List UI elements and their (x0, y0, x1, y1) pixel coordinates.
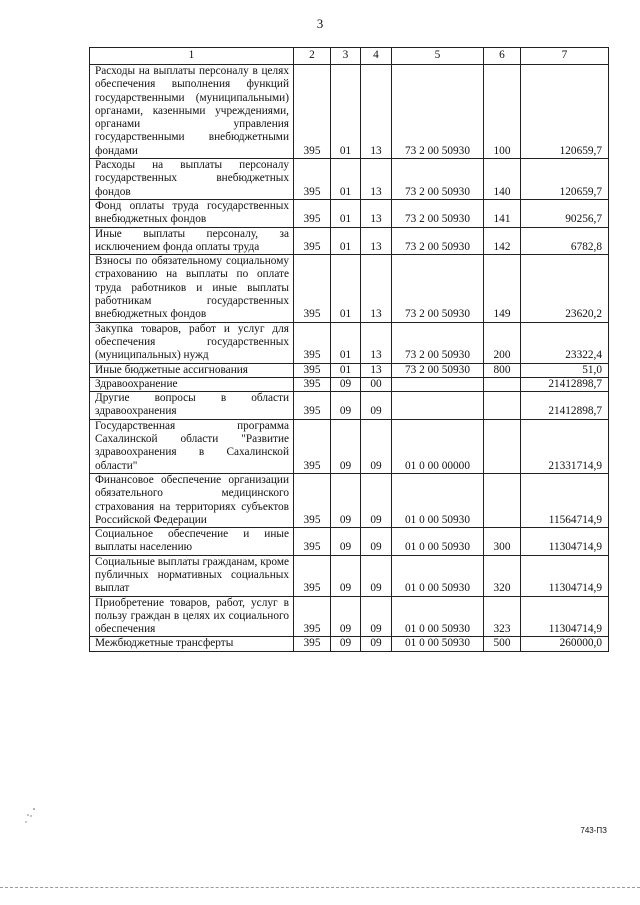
cell-section: 01 (331, 227, 361, 255)
cell-ministry-code: 395 (294, 392, 331, 420)
cell-target-article: 73 2 00 50930 (392, 363, 484, 377)
cell-amount: 23322,4 (521, 322, 609, 363)
page-number: 3 (316, 16, 324, 31)
page-bottom-rule (0, 887, 640, 888)
cell-section: 09 (331, 555, 361, 596)
cell-ministry-code: 395 (294, 473, 331, 527)
cell-ministry-code: 395 (294, 363, 331, 377)
cell-name: Другие вопросы в области здравоохранения (90, 392, 294, 420)
cell-subsection: 09 (361, 637, 392, 651)
cell-amount: 90256,7 (521, 199, 609, 227)
cell-subsection: 09 (361, 596, 392, 637)
cell-name: Государственная программа Сахалинской области "Развитие здравоохранения в Сахалинской области" (90, 419, 294, 473)
cell-amount: 120659,7 (521, 65, 609, 159)
column-header: 4 (361, 48, 392, 65)
cell-section: 09 (331, 392, 361, 420)
cell-name: Расходы на выплаты персоналу в целях обеспечения выполнения функций государственными (муниципальными) органами, казенными учреждениями, органами управления государственными внебюджетными фондами (90, 65, 294, 159)
cell-expense-type (484, 473, 521, 527)
table-row (90, 473, 609, 527)
cell-amount: 120659,7 (521, 159, 609, 200)
table-row (90, 596, 609, 637)
cell-target-article: 73 2 00 50930 (392, 159, 484, 200)
table-row (90, 377, 609, 391)
cell-target-article: 73 2 00 50930 (392, 255, 484, 322)
cell-target-article: 73 2 00 50930 (392, 322, 484, 363)
cell-ministry-code: 395 (294, 255, 331, 322)
cell-section: 09 (331, 528, 361, 556)
cell-expense-type (484, 419, 521, 473)
cell-expense-type: 149 (484, 255, 521, 322)
cell-subsection: 00 (361, 377, 392, 391)
table-row (90, 199, 609, 227)
document-code: 743-ПЗ (580, 826, 607, 835)
cell-name: Приобретение товаров, работ, услуг в пользу граждан в целях их социального обеспечения (90, 596, 294, 637)
cell-name: Иные выплаты персоналу, за исключением фонда оплаты труда (90, 227, 294, 255)
cell-ministry-code: 395 (294, 65, 331, 159)
table-row (90, 159, 609, 200)
cell-subsection: 13 (361, 255, 392, 322)
column-header: 7 (521, 48, 609, 65)
cell-expense-type: 323 (484, 596, 521, 637)
cell-target-article: 01 0 00 00000 (392, 419, 484, 473)
cell-subsection: 09 (361, 473, 392, 527)
cell-expense-type: 141 (484, 199, 521, 227)
table-body (90, 65, 609, 652)
cell-expense-type: 320 (484, 555, 521, 596)
table-row (90, 419, 609, 473)
cell-ministry-code: 395 (294, 159, 331, 200)
cell-name: Здравоохранение (90, 377, 294, 391)
cell-amount: 11304714,9 (521, 528, 609, 556)
cell-amount: 21331714,9 (521, 419, 609, 473)
cell-ministry-code: 395 (294, 596, 331, 637)
cell-amount: 11564714,9 (521, 473, 609, 527)
cell-subsection: 13 (361, 363, 392, 377)
cell-section: 09 (331, 419, 361, 473)
table-row (90, 392, 609, 420)
cell-target-article: 01 0 00 50930 (392, 596, 484, 637)
cell-section: 09 (331, 596, 361, 637)
cell-target-article: 73 2 00 50930 (392, 199, 484, 227)
column-header: 3 (331, 48, 361, 65)
cell-section: 01 (331, 363, 361, 377)
cell-name: Межбюджетные трансферты (90, 637, 294, 651)
table-row (90, 65, 609, 159)
cell-section: 01 (331, 322, 361, 363)
cell-expense-type (484, 377, 521, 391)
cell-amount: 21412898,7 (521, 377, 609, 391)
cell-ministry-code: 395 (294, 227, 331, 255)
cell-section: 01 (331, 255, 361, 322)
budget-table (89, 47, 609, 652)
cell-expense-type (484, 392, 521, 420)
cell-name: Социальные выплаты гражданам, кроме публичных нормативных социальных выплат (90, 555, 294, 596)
table-row (90, 363, 609, 377)
cell-amount: 11304714,9 (521, 555, 609, 596)
cell-amount: 260000,0 (521, 637, 609, 651)
cell-amount: 23620,2 (521, 255, 609, 322)
cell-target-article (392, 377, 484, 391)
cell-subsection: 09 (361, 528, 392, 556)
cell-section: 01 (331, 159, 361, 200)
cell-expense-type: 200 (484, 322, 521, 363)
cell-expense-type: 142 (484, 227, 521, 255)
column-header: 6 (484, 48, 521, 65)
cell-subsection: 13 (361, 65, 392, 159)
table-row (90, 322, 609, 363)
cell-name: Финансовое обеспечение организации обязательного медицинского страхования на территориях субъектов Российской Федерации (90, 473, 294, 527)
margin-marks (22, 806, 40, 826)
cell-amount: 21412898,7 (521, 392, 609, 420)
cell-name: Фонд оплаты труда государственных внебюджетных фондов (90, 199, 294, 227)
cell-target-article (392, 392, 484, 420)
cell-target-article: 01 0 00 50930 (392, 637, 484, 651)
table-row (90, 637, 609, 651)
cell-ministry-code: 395 (294, 199, 331, 227)
cell-subsection: 13 (361, 322, 392, 363)
cell-section: 01 (331, 199, 361, 227)
cell-target-article: 73 2 00 50930 (392, 65, 484, 159)
cell-section: 01 (331, 65, 361, 159)
cell-expense-type: 800 (484, 363, 521, 377)
cell-expense-type: 100 (484, 65, 521, 159)
cell-ministry-code: 395 (294, 419, 331, 473)
cell-target-article: 73 2 00 50930 (392, 227, 484, 255)
table-header-row (90, 48, 609, 65)
table-row (90, 227, 609, 255)
cell-expense-type: 140 (484, 159, 521, 200)
cell-amount: 6782,8 (521, 227, 609, 255)
cell-name: Расходы на выплаты персоналу государственных внебюджетных фондов (90, 159, 294, 200)
cell-ministry-code: 395 (294, 377, 331, 391)
cell-subsection: 09 (361, 555, 392, 596)
cell-target-article: 01 0 00 50930 (392, 555, 484, 596)
cell-name: Иные бюджетные ассигнования (90, 363, 294, 377)
cell-expense-type: 300 (484, 528, 521, 556)
table-row (90, 255, 609, 322)
cell-ministry-code: 395 (294, 322, 331, 363)
cell-name: Взносы по обязательному социальному страхованию на выплаты по оплате труда работников и иные выплаты работникам государственных внебюджетных фондов (90, 255, 294, 322)
column-header: 1 (90, 48, 294, 65)
cell-name: Закупка товаров, работ и услуг для обеспечения государственных (муниципальных) нужд (90, 322, 294, 363)
cell-subsection: 13 (361, 227, 392, 255)
table-row (90, 555, 609, 596)
cell-name: Социальное обеспечение и иные выплаты населению (90, 528, 294, 556)
cell-subsection: 13 (361, 199, 392, 227)
cell-subsection: 09 (361, 392, 392, 420)
column-header: 2 (294, 48, 331, 65)
cell-section: 09 (331, 377, 361, 391)
column-header: 5 (392, 48, 484, 65)
table-row (90, 528, 609, 556)
cell-section: 09 (331, 473, 361, 527)
cell-subsection: 09 (361, 419, 392, 473)
cell-section: 09 (331, 637, 361, 651)
cell-amount: 11304714,9 (521, 596, 609, 637)
cell-subsection: 13 (361, 159, 392, 200)
cell-target-article: 01 0 00 50930 (392, 473, 484, 527)
cell-expense-type: 500 (484, 637, 521, 651)
cell-ministry-code: 395 (294, 555, 331, 596)
cell-ministry-code: 395 (294, 637, 331, 651)
cell-amount: 51,0 (521, 363, 609, 377)
cell-ministry-code: 395 (294, 528, 331, 556)
cell-target-article: 01 0 00 50930 (392, 528, 484, 556)
